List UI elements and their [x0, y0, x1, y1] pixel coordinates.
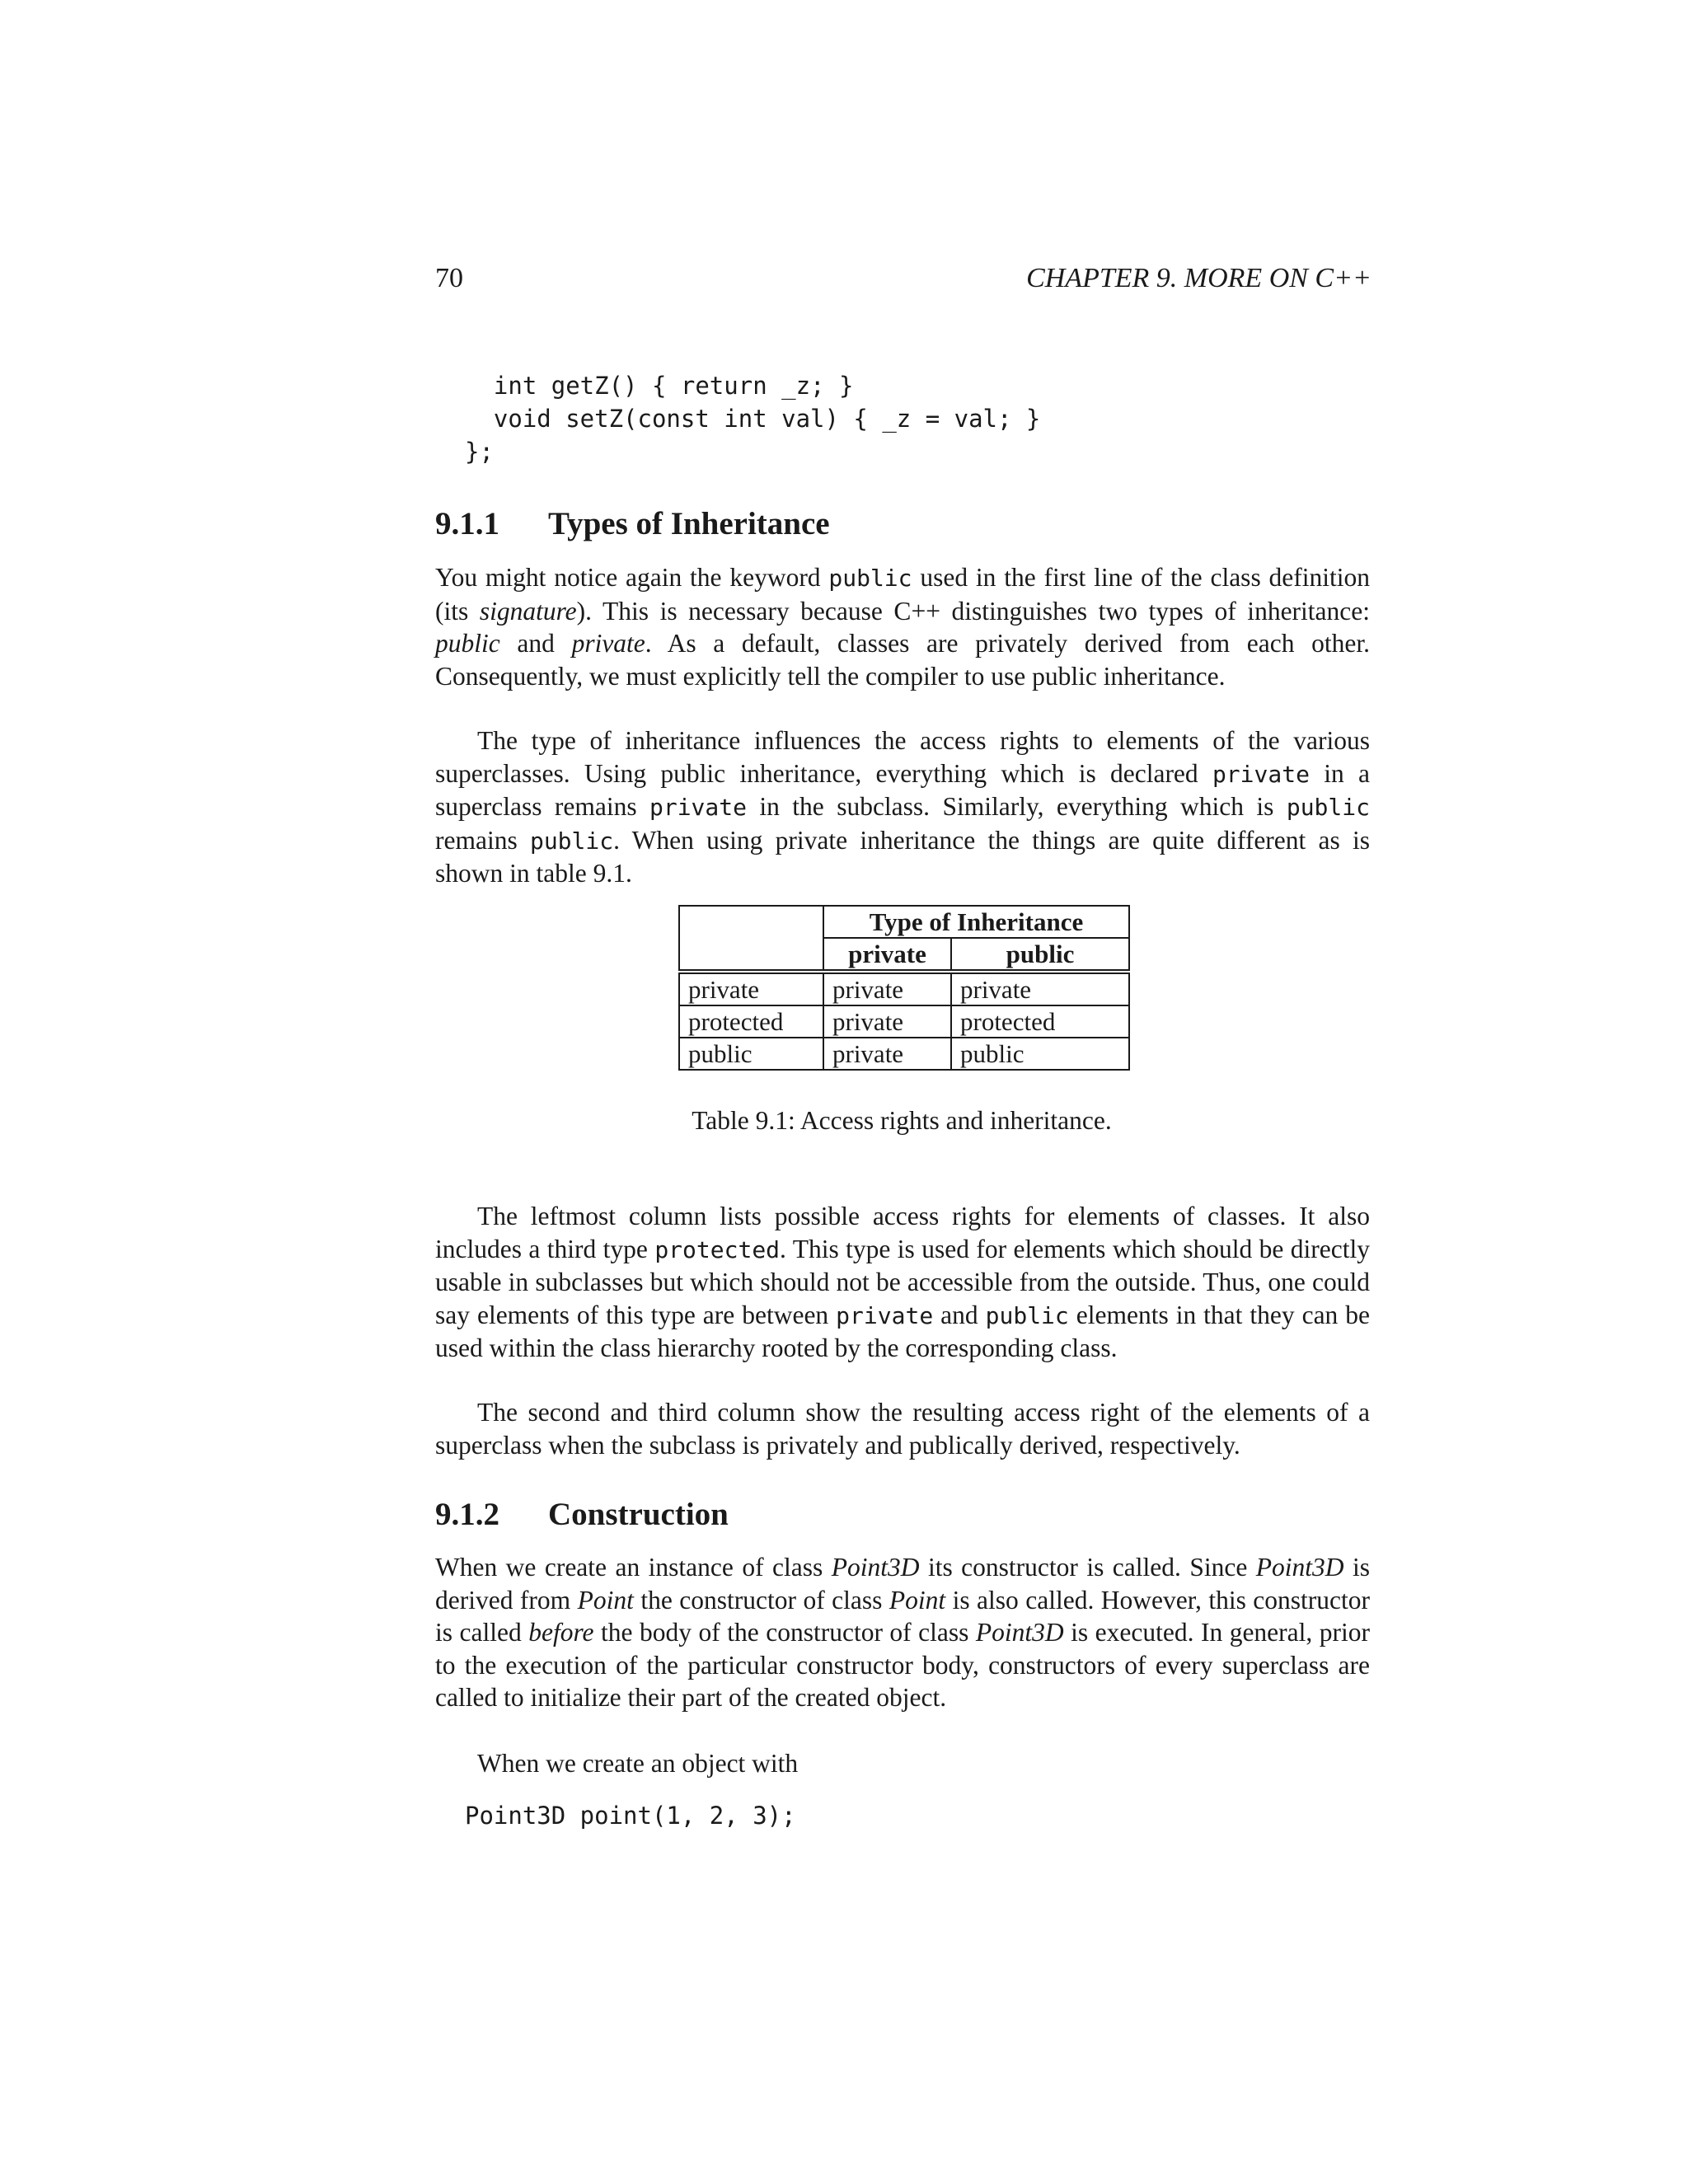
code-line: void setZ(const int val) { _z = val; } [465, 405, 1041, 433]
paragraph-keyword-public: You might notice again the keyword public used in the first line of the class definition (its signature). This is necessary because C++ distinguishes two types of inheritance: public and private. As a default, classes are privately derived from each other. Consequently, we must explicitly tell the compiler to use public inheritance. [435, 563, 1370, 691]
table-cell: private [823, 1038, 951, 1070]
table-row [679, 1038, 1129, 1070]
code-line: }; [465, 438, 494, 466]
section-title: Types of Inheritance [548, 506, 830, 541]
code-block-bottom [465, 1799, 796, 1832]
paragraph-create-object: When we create an object with [477, 1749, 799, 1778]
table-column-header: private [823, 938, 951, 972]
paragraph-access-rights: The type of inheritance influences the access rights to elements of the various superclasses. Using public inheritance, everything which is declared private in a superclass remains private in the subclass. Similarly, everything which is public remains public. When using private inheritance the things are quite different as is shown in table 9.1. [435, 726, 1371, 888]
table-cell: private [823, 1005, 951, 1038]
table-cell: public [951, 1038, 1129, 1070]
table-cell: private [951, 972, 1129, 1005]
inheritance-table [678, 905, 1130, 1071]
table-group-header: Type of Inheritance [823, 906, 1129, 938]
table-row [679, 972, 1129, 1005]
page-number: 70 [435, 263, 463, 293]
section-heading-construction [435, 1495, 729, 1535]
section-title: Construction [548, 1497, 729, 1532]
table-column-header: public [951, 938, 1129, 972]
table-cell: private [679, 972, 823, 1005]
code-line: Point3D point(1, 2, 3); [465, 1802, 796, 1830]
section-heading-types-of-inheritance [435, 504, 830, 544]
code-line: int getZ() { return _z; } [465, 372, 854, 400]
table-cell: protected [679, 1005, 823, 1038]
code-block-top [465, 369, 1040, 468]
table-cell: protected [951, 1005, 1129, 1038]
paragraph-second-third-column: The second and third column show the resulting access right of the elements of a superclass when the subclass is privately and publically derived, respectively. [435, 1398, 1370, 1460]
section-number: 9.1.2 [435, 1497, 499, 1532]
table-corner-cell [679, 906, 823, 972]
table-caption: Table 9.1: Access rights and inheritance. [692, 1106, 1112, 1135]
table-caption-wrapper [0, 1104, 1688, 1137]
paragraph-construction: When we create an instance of class Point3D its constructor is called. Since Point3D is derived from Point the constructor of class Point is also called. However, this constructor is called before the body of the constructor of class Point3D is executed. In general, prior to the execution of the particular constructor body, constructors of every superclass are called to initialize their part of the created object. [435, 1553, 1371, 1713]
paragraph-leftmost-column: The leftmost column lists possible access rights for elements of classes. It also includes a third type protected. This type is used for elements which should be directly usable in subclasses but which should not be accessible from the outside. Thus, one could say elements of this type are between private and public elements in that they can be used within the class hierarchy rooted by the corresponding class. [435, 1202, 1371, 1363]
table-row [679, 1005, 1129, 1038]
running-header: CHAPTER 9. MORE ON C++ [1026, 263, 1372, 293]
table-cell: public [679, 1038, 823, 1070]
section-number: 9.1.1 [435, 506, 499, 541]
table-cell: private [823, 972, 951, 1005]
